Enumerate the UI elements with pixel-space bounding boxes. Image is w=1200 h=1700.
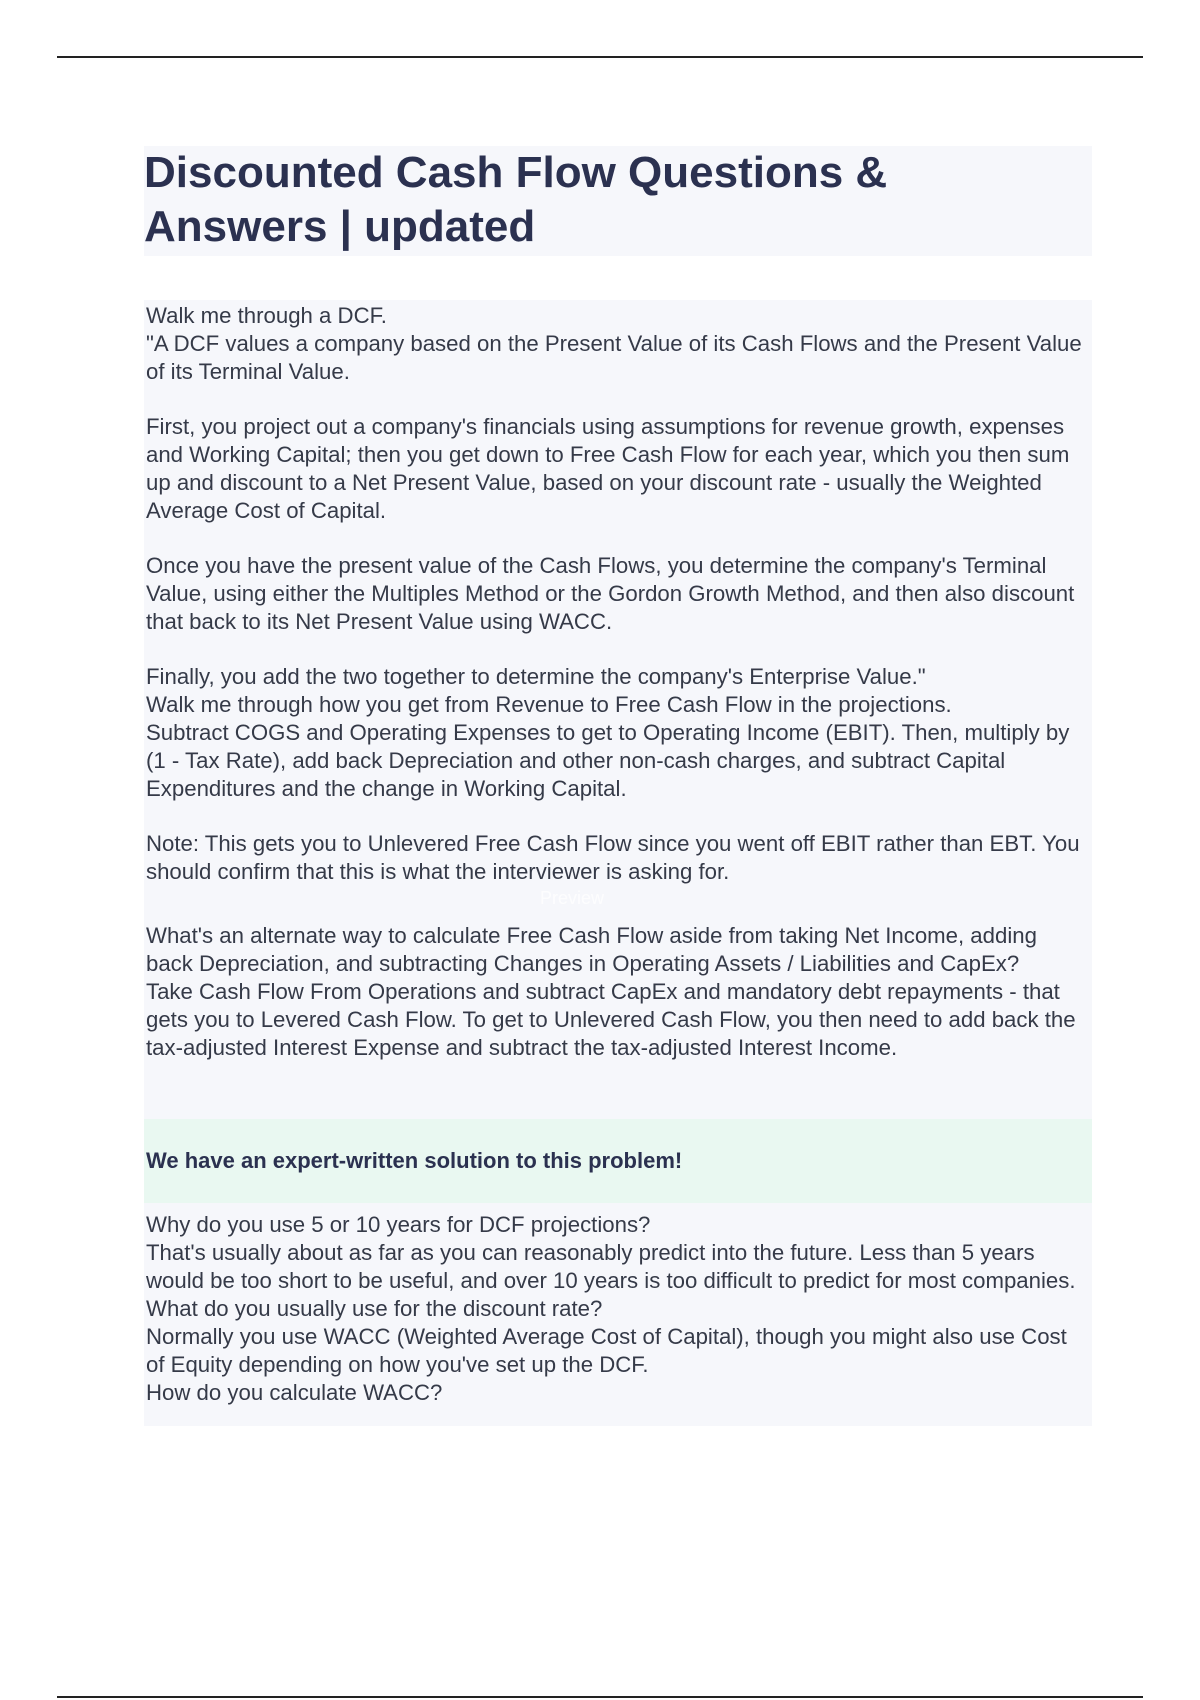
- qa-paragraph: Walk me through a DCF. "A DCF values a company based on the Present Value of its Cash Flows and the Present Value of its Terminal Value.: [146, 303, 1082, 384]
- document-title: Discounted Cash Flow Questions & Answers | updated: [144, 148, 888, 251]
- qa-paragraph: What's an alternate way to calculate Free Cash Flow aside from taking Net Income, adding back Depreciation, and subtracting Changes in Operating Assets / Liabilities and CapEx? Take Cash Flow From Operations and subtract CapEx and mandatory debt repayments - that gets you to Levered Cash Flow. To get to Unlevered Cash Flow, you then need to add back the tax-adjusted Interest Expense and subtract the tax-adjusted Interest Income.: [146, 923, 1076, 1060]
- qa-paragraph: Once you have the present value of the Cash Flows, you determine the company's Terminal Value, using either the Multiples Method or the Gordon Growth Method, and then also discount that back to its Net Present Value using WACC.: [146, 553, 1075, 634]
- top-rule: [57, 56, 1143, 58]
- paragraph-gap: [146, 636, 1086, 663]
- title-box: [144, 146, 1092, 256]
- paragraph-gap: [146, 886, 1086, 922]
- qa-section-1: [146, 302, 1086, 1062]
- qa-paragraph: Why do you use 5 or 10 years for DCF projections? That's usually about as far as you can reasonably predict into the future. Less than 5 years would be too short to be useful, and over 10 years is too difficult to predict for most companies. What do you usually use for the discount rate? Normally you use WACC (Weighted Average Cost of Capital), though you might also use Cost of Equity depending on how you've set up the DCF. How do you calculate WACC?: [146, 1212, 1076, 1405]
- paragraph-gap: [146, 525, 1086, 552]
- paragraph-gap: [146, 386, 1086, 413]
- paragraph-gap: [146, 803, 1086, 830]
- qa-section-2: [146, 1211, 1086, 1407]
- solution-banner[interactable]: [144, 1119, 1092, 1203]
- qa-paragraph: Note: This gets you to Unlevered Free Cash Flow since you went off EBIT rather than EBT. You should confirm that this is what the interviewer is asking for.: [146, 831, 1080, 884]
- qa-paragraph: Finally, you add the two together to determine the company's Enterprise Value." Walk me through how you get from Revenue to Free Cash Flow in the projections. Subtract COGS and Operating Expenses to get to Operating Income (EBIT). Then, multiply by (1 - Tax Rate), add back Depreciation and other non-cash charges, and subtract Capital Expenditures and the change in Working Capital.: [146, 664, 1070, 801]
- bottom-rule: [57, 1696, 1143, 1698]
- preview-watermark: Preview: [540, 888, 605, 908]
- qa-paragraph: First, you project out a company's financials using assumptions for revenue growth, expenses and Working Capital; then you get down to Free Cash Flow for each year, which you then sum up and discount to a Net Present Value, based on your discount rate - usually the Weighted Average Cost of Capital.: [146, 414, 1070, 523]
- content-box: [144, 300, 1092, 1426]
- solution-banner-text[interactable]: We have an expert-written solution to this problem!: [146, 1148, 683, 1173]
